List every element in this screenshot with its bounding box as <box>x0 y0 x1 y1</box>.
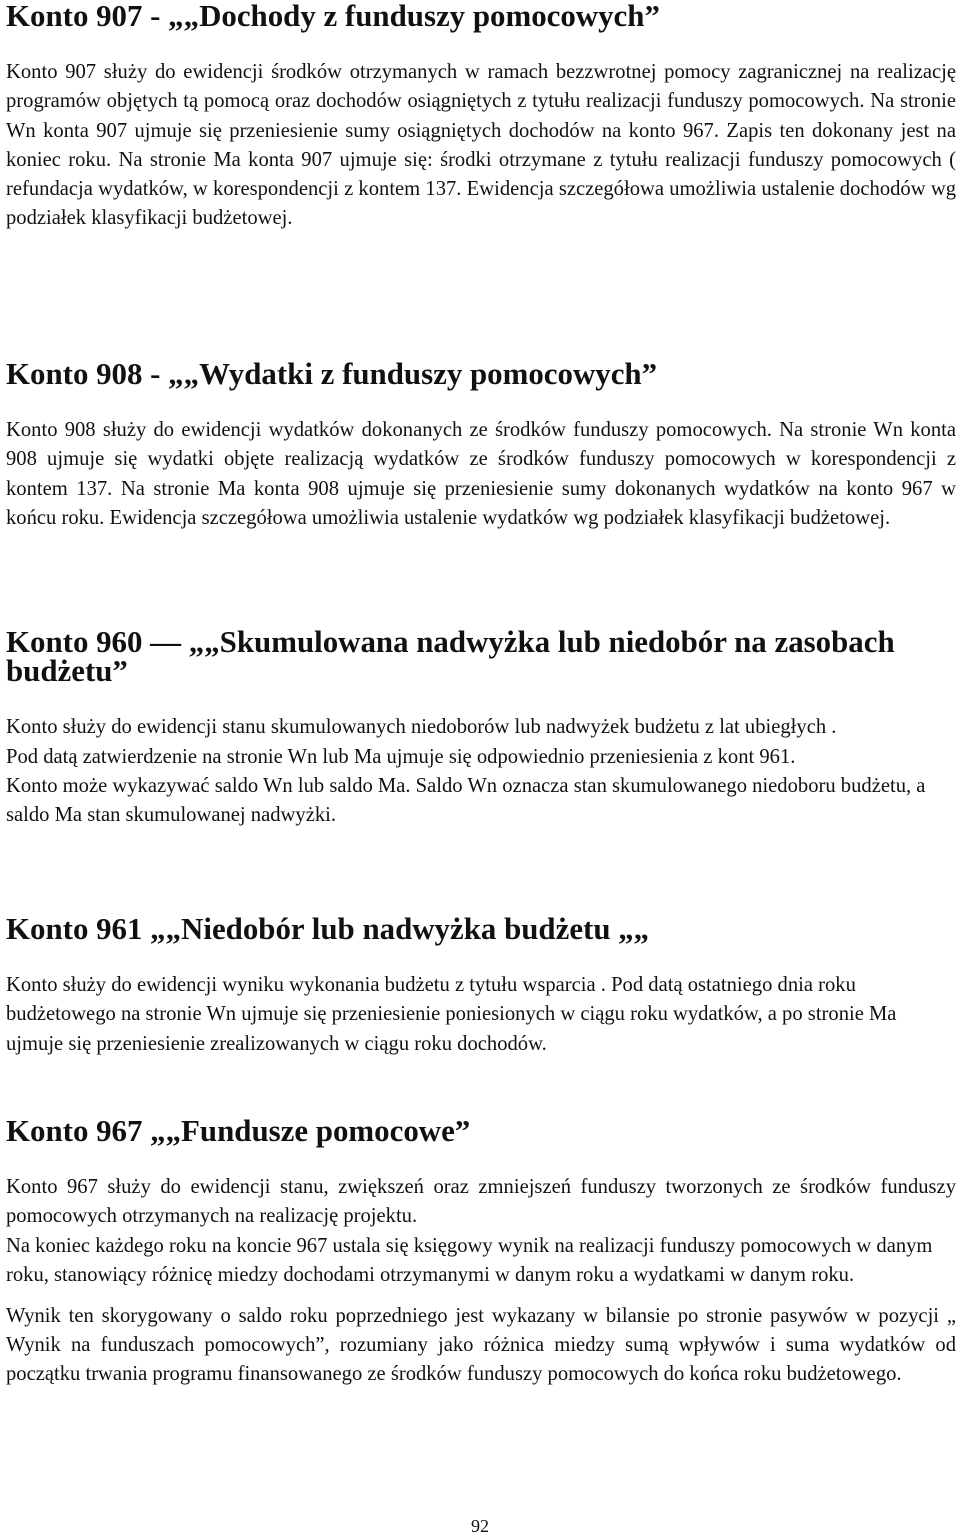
page-number: 92 <box>471 1516 489 1536</box>
section-konto-961 <box>6 911 956 1059</box>
section-paragraph: Konto służy do ewidencji wyniku wykonania budżetu z tytułu wsparcia . Pod datą ostatniego dnia roku budżetowego na stronie Wn ujmuje się przeniesienie poniesionych w ciągu roku wydatków, a po stronie Ma ujmuje się przeniesienie zrealizowanych w ciągu roku dochodów. <box>6 974 897 1055</box>
section-paragraph: Wynik ten skorygowany o saldo roku poprzedniego jest wykazany w bilansie po stronie pasywów w pozycji „ Wynik na funduszach pomocowych”, rozumiany jako różnica miedzy sumą wpływów i suma wydatków od początku trwania programu finansowanego ze środków funduszy pomocowych do końca roku budżetowego. <box>6 1305 956 1386</box>
section-paragraph: Konto 907 służy do ewidencji środków otrzymanych w ramach bezzwrotnej pomocy zagranicznej na realizację programów objętych tą pomocą oraz dochodów osiągniętych z tytułu realizacji funduszy pomocowych. Na stronie Wn konta 907 ujmuje się przeniesienie sumy osiągniętych dochodów na konto 967. Zapis ten dokonany jest na koniec roku. Na stronie Ma konta 907 ujmuje się: środki otrzymane z tytułu realizacji funduszy pomocowych ( refundacja wydatków, w korespondencji z kontem 137. Ewidencja szczegółowa umożliwia ustalenie dochodów wg podziałek klasyfikacji budżetowej. <box>6 61 956 230</box>
section-paragraph: Na koniec każdego roku na koncie 967 ustala się księgowy wynik na realizacji funduszy pomocowych w danym roku, stanowiący różnicę miedzy dochodami otrzymanymi w danym roku a wydatkami w danym roku. <box>6 1234 933 1286</box>
section-paragraph: Konto 908 służy do ewidencji wydatków dokonanych ze środków funduszy pomocowych. Na stronie Wn konta 908 ujmuje się wydatki objęte realizacją wydatków ze środków funduszy pomocowych w korespondencji z kontem 137. Na stronie Ma konta 908 ujmuje się przeniesienie sumy dokonanych wydatków na konto 967 w końcu roku. Ewidencja szczegółowa umożliwia ustalenie wydatków wg podziałek klasyfikacji budżetowej. <box>6 419 956 529</box>
section-heading: Konto 960 — „„Skumulowana nadwyżka lub niedobór na zasobach budżetu” <box>6 624 895 689</box>
section-paragraph: Konto 967 służy do ewidencji stanu, zwiększeń oraz zmniejszeń funduszy tworzonych ze środków funduszy pomocowych otrzymanych na realizację projektu. <box>6 1176 956 1228</box>
section-heading: Konto 907 - „„Dochody z funduszy pomocowych” <box>6 0 660 33</box>
section-paragraph: Pod datą zatwierdzenie na stronie Wn lub Ma ujmuje się odpowiednio przeniesienia z kont 961. <box>6 745 796 768</box>
section-konto-967 <box>6 1113 956 1390</box>
section-heading: Konto 961 „„Niedobór lub nadwyżka budżetu „„ <box>6 911 650 946</box>
section-paragraph: Konto służy do ewidencji stanu skumulowanych niedoborów lub nadwyżek budżetu z lat ubiegłych . <box>6 716 837 739</box>
section-heading: Konto 967 „„Fundusze pomocowe” <box>6 1113 471 1148</box>
section-paragraph: Konto może wykazywać saldo Wn lub saldo Ma. Saldo Wn oznacza stan skumulowanego niedoboru budżetu, a saldo Ma stan skumulowanej nadwyżki. <box>6 774 926 827</box>
section-konto-960 <box>6 624 956 830</box>
section-konto-907 <box>6 1 956 233</box>
section-heading: Konto 908 - „„Wydatki z funduszy pomocowych” <box>6 356 658 391</box>
section-konto-908 <box>6 356 956 533</box>
